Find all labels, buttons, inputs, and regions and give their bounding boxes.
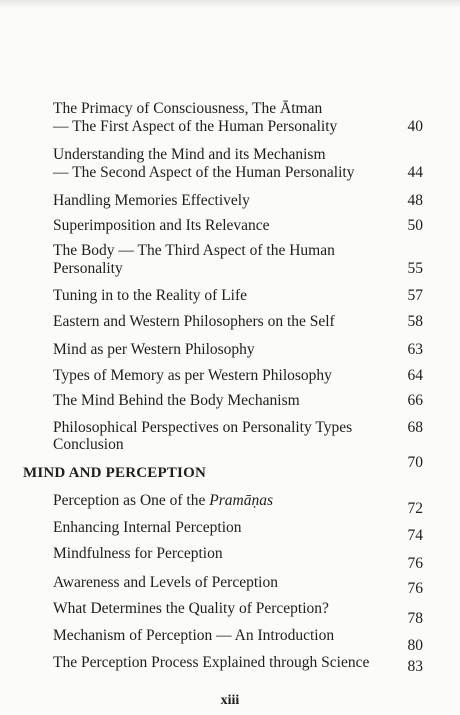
- toc-entry-title: Tuning in to the Reality of Life: [53, 287, 248, 304]
- toc-entry-title-line1: The Primacy of Consciousness, The Ātman: [53, 100, 323, 117]
- toc-entry-the-body: [53, 242, 423, 278]
- toc-entry-understanding-the-mind: [53, 146, 423, 182]
- toc-entry-mind-western-philosophy: [53, 341, 423, 359]
- toc-entry-perception-pramanas: [53, 492, 423, 518]
- toc-entry-title: Awareness and Levels of Perception: [53, 574, 278, 591]
- toc-entry-tuning-in: [53, 287, 423, 305]
- toc-entry-title: Superimposition and Its Relevance: [53, 217, 270, 234]
- toc-entry-title: Mindfulness for Perception: [53, 545, 223, 562]
- toc-entry-personality-types: [53, 419, 423, 437]
- toc-entry-title-line1: Understanding the Mind and its Mechanism: [53, 146, 326, 163]
- toc-entry-page: 76: [407, 555, 423, 572]
- toc-entry-page: 66: [407, 392, 423, 409]
- toc-entry-handling-memories: [53, 192, 423, 210]
- section-heading: MIND AND PERCEPTION: [23, 465, 206, 481]
- page-top-edge: [0, 0, 460, 8]
- toc-entry-page: 83: [407, 658, 423, 675]
- toc-entry-title-line2: — The Second Aspect of the Human Personality: [53, 164, 355, 181]
- toc-entry-title-italic: Pramāṇas: [209, 492, 273, 509]
- toc-entry-page: 76: [407, 580, 423, 597]
- toc-entry-page: 74: [407, 527, 423, 544]
- toc-entry-title: Mechanism of Perception — An Introduction: [53, 627, 335, 644]
- toc-entry-page: 48: [407, 192, 423, 209]
- toc-entry-title: Philosophical Perspectives on Personality Types: [53, 419, 353, 436]
- toc-entry-page: 44: [407, 164, 423, 181]
- toc-entry-title: [53, 492, 373, 510]
- toc-entry-title: The Mind Behind the Body Mechanism: [53, 392, 300, 409]
- toc-entry-title-prefix: Perception as One of the: [53, 492, 210, 509]
- toc-entry-title: Handling Memories Effectively: [53, 192, 250, 209]
- toc-entry-primacy-of-consciousness: [53, 100, 423, 136]
- toc-entry-title-line2: Personality: [53, 260, 123, 277]
- toc-entry-mechanism-of-perception: [53, 627, 423, 655]
- toc-entry-title: What Determines the Quality of Perception?: [53, 600, 329, 617]
- toc-entry-title: Types of Memory as per Western Philosophy: [53, 367, 332, 384]
- toc-entry-page: 58: [407, 313, 423, 330]
- toc-entry-superimposition: [53, 217, 423, 235]
- toc-entry-title: Conclusion: [53, 436, 124, 453]
- page-number-folio: xiii: [220, 693, 240, 708]
- toc-entry-types-of-memory: [53, 367, 423, 385]
- toc-entry-page: 72: [407, 500, 423, 517]
- toc-entry-title: The Perception Process Explained through Science: [53, 654, 370, 671]
- toc-entry-page: 55: [407, 260, 423, 277]
- toc-entry-title: Mind as per Western Philosophy: [53, 341, 255, 358]
- toc-entry-enhancing-internal-perception: [53, 519, 423, 545]
- toc-entry-page: 64: [407, 367, 423, 384]
- toc-entry-page: 50: [407, 217, 423, 234]
- toc-entry-title: Eastern and Western Philosophers on the Self: [53, 313, 335, 330]
- toc-entry-title-line1: The Body — The Third Aspect of the Human: [53, 242, 335, 259]
- toc-entry-page: 70: [407, 454, 423, 471]
- toc-entry-page: 68: [407, 419, 423, 436]
- toc-entry-eastern-western-philosophers: [53, 313, 423, 331]
- toc-entry-perception-process-science: [53, 654, 423, 676]
- toc-entry-mindfulness: [53, 545, 423, 573]
- toc-entry-title: Enhancing Internal Perception: [53, 519, 242, 536]
- toc-entry-mind-behind-body: [53, 392, 423, 410]
- toc-entry-page: 40: [407, 118, 423, 135]
- toc-entry-page: 80: [407, 637, 423, 654]
- toc-entry-quality-of-perception: [53, 600, 423, 628]
- toc-entry-page: 63: [407, 341, 423, 358]
- toc-entry-awareness-levels: [53, 574, 423, 598]
- toc-entry-title-line2: — The First Aspect of the Human Personality: [53, 118, 338, 135]
- toc-entry-page: 57: [407, 287, 423, 304]
- toc-entry-page: 78: [407, 610, 423, 627]
